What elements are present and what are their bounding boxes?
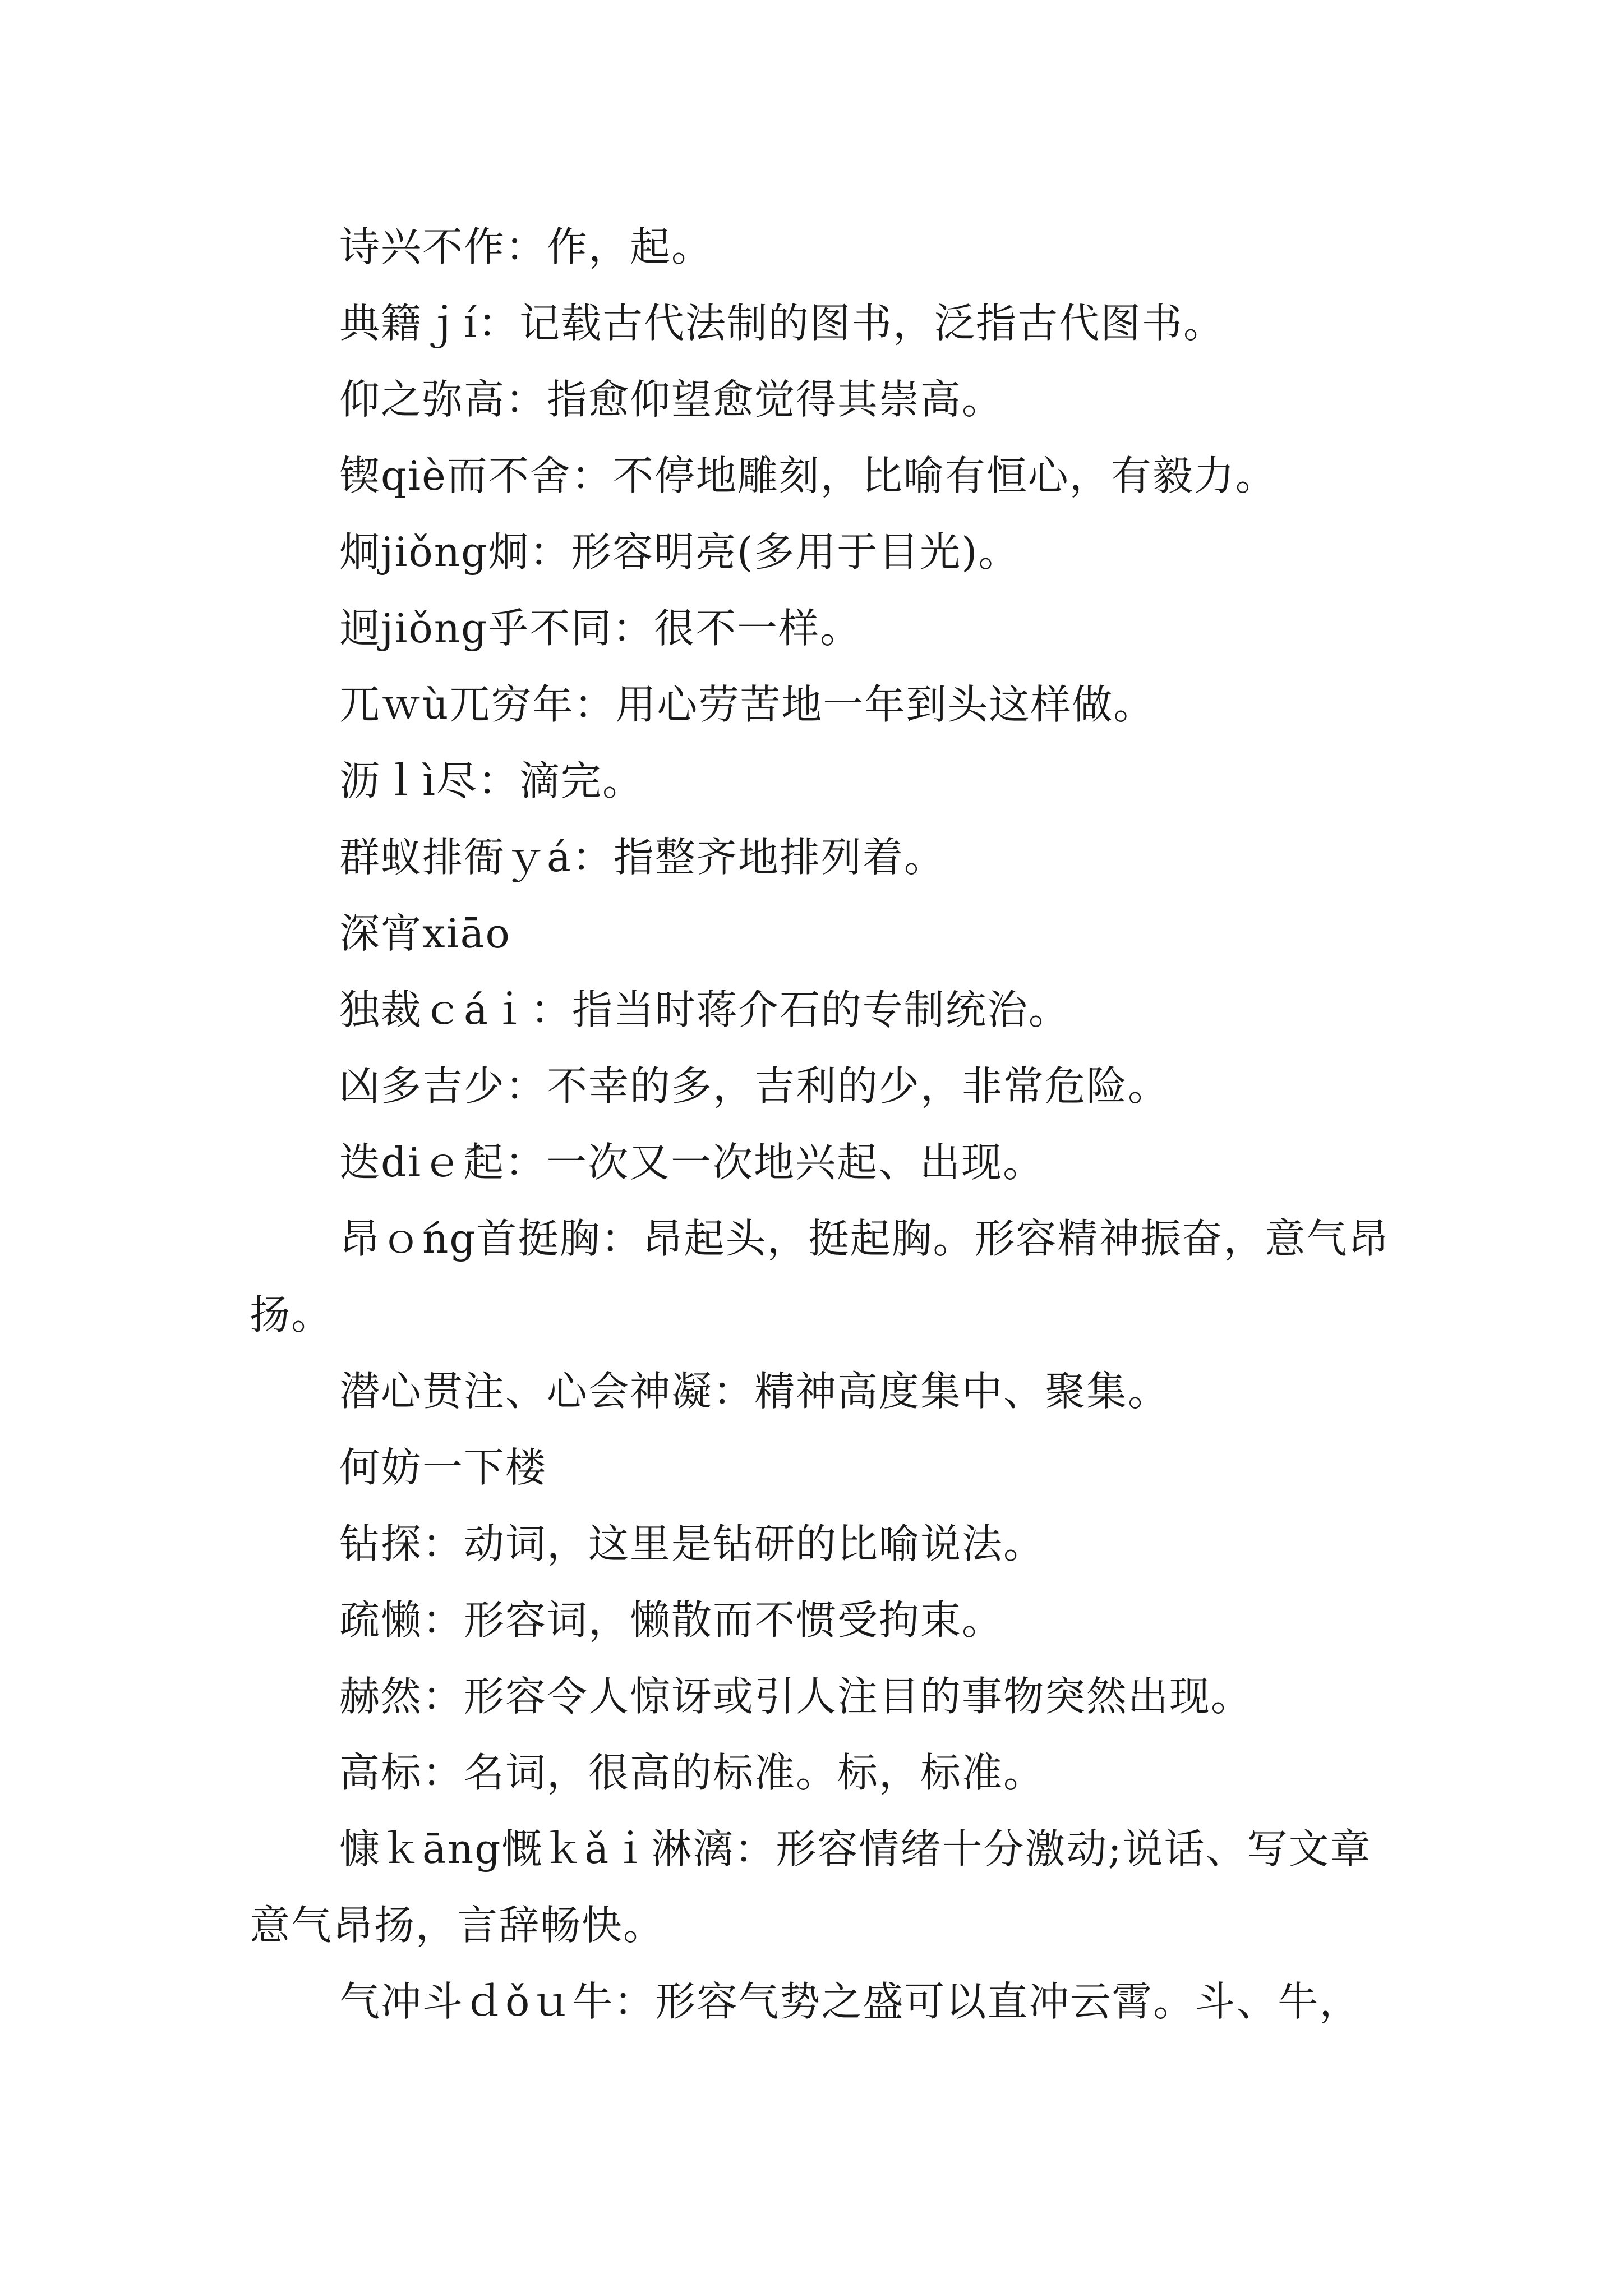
- paragraph-22: 气冲斗ｄǒｕ牛：形容气势之盛可以直冲云霄。斗、牛，: [339, 1978, 1361, 2025]
- body-text: [250, 209, 1396, 2040]
- paragraph-7: 兀ｗù兀穷年：用心劳苦地一年到头这样做。: [339, 681, 1155, 728]
- paragraph-1: 诗兴不作：作，起。: [339, 223, 713, 270]
- paragraph-20: 高标：名词，很高的标准。标，标准。: [339, 1749, 1045, 1796]
- paragraph-5: 炯jiǒng炯：形容明亮(多用于目光)。: [339, 528, 1020, 576]
- paragraph-10: 深宵xiāo: [339, 910, 511, 957]
- paragraph-18: 疏懒：形容词，懒散而不惯受拘束。: [339, 1596, 1004, 1644]
- paragraph-2: 典籍ｊí：记载古代法制的图书，泛指古代图书。: [339, 300, 1225, 347]
- paragraph-8: 沥ｌì尽：滴完。: [339, 757, 644, 804]
- paragraph-4: 锲qiè而不舍：不停地雕刻，比喻有恒心，有毅力。: [339, 452, 1277, 499]
- paragraph-19: 赫然：形容令人惊讶或引人注目的事物突然出现。: [339, 1673, 1253, 1720]
- paragraph-9: 群蚁排衙ｙá：指整齐地排列着。: [339, 834, 946, 881]
- paragraph-13: 迭diｅ́起：一次又一次地兴起、出现。: [339, 1139, 1045, 1186]
- paragraph-3: 仰之弥高：指愈仰望愈觉得其崇高。: [339, 376, 1004, 423]
- paragraph-17: 钻探：动词，这里是钻研的比喻说法。: [339, 1520, 1045, 1567]
- paragraph-15: 潜心贯注、心会神凝：精神高度集中、聚集。: [339, 1368, 1170, 1415]
- paragraph-14: 昂ｏ́ng首挺胸：昂起头，挺起胸。形容精神振奋，意气昂扬。: [250, 1215, 1390, 1338]
- paragraph-12: 凶多吉少：不幸的多，吉利的少，非常危险。: [339, 1062, 1170, 1110]
- paragraph-21: 慷ｋāng慨ｋǎｉ淋漓：形容情绪十分激动;说话、写文章意气昂扬，言辞畅快。: [250, 1825, 1372, 1949]
- paragraph-11: 独裁ｃáｉ：指当时蒋介石的专制统治。: [339, 986, 1070, 1033]
- paragraph-16: 何妨一下楼: [339, 1444, 547, 1491]
- paragraph-6: 迥jiǒng乎不同：很不一样。: [339, 605, 862, 652]
